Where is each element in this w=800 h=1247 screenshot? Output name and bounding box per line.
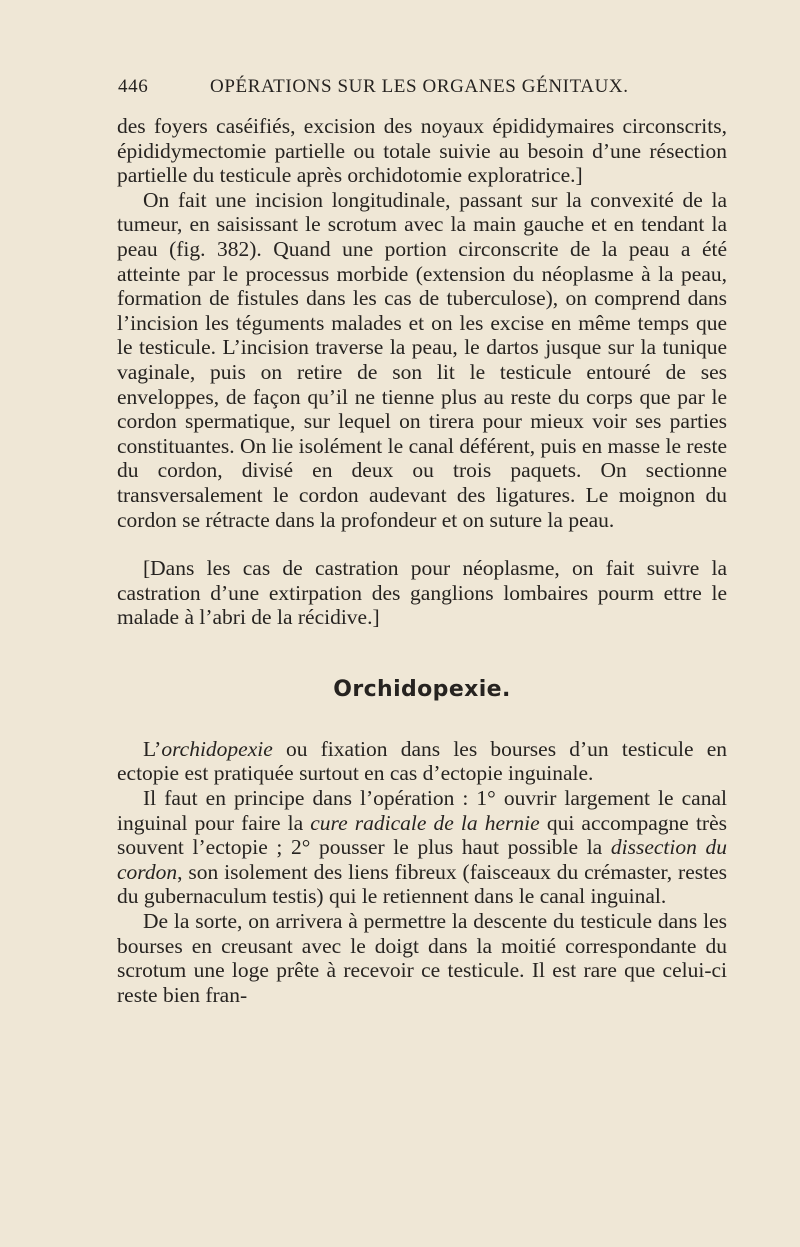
- body-text: [117, 114, 727, 1007]
- text-rest: ou fixation dans les bourses d’un testicule en ectopie est pratiquée surtout en cas d’ectopie inguinale.: [117, 736, 727, 786]
- paragraph-descent: De la sorte, on arrivera à permettre la descente du testicule dans les bourses en creusant avec le doigt dans la moitié correspondante du scrotum une loge prête à recevoir ce testicule. Il est rare que celui-ci reste bien fran-: [117, 909, 727, 1007]
- paragraph-incision: On fait une incision longitudinale, passant sur la convexité de la tumeur, en saisissant le scrotum avec la main gauche et en tendant la peau (fig. 382). Quand une portion circonscrite de la peau a été atteinte par le processus morbide (extension du néoplasme à la peau, formation de fistules dans les cas de tuberculose), on comprend dans l’incision les téguments malades et on les excise en même temps que le testicule. L’incision traverse la peau, le dartos jusque sur la tunique vaginale, puis on retire de son lit le testicule entouré de ses enveloppes, de façon qu’il ne tienne plus au reste du corps que par le cordon spermatique, sur lequel on tirera pour mieux voir ses parties constituantes. On lie isolément le canal déférent, puis en masse le reste du cordon, divisé en deux ou trois paquets. On sectionne transversalement le cordon audevant des ligatures. Le moignon du cordon se rétracte dans la profondeur et on suture la peau.: [117, 187, 727, 532]
- running-head: [118, 76, 728, 102]
- paragraph-orchidopexie-definition: [117, 737, 727, 786]
- running-title: OPÉRATIONS SUR LES ORGANES GÉNITAUX.: [210, 76, 629, 97]
- text-segment-b: qui accompagne très souvent l’ectopie ; 2° pousser le plus haut possible la: [117, 810, 728, 860]
- paragraph-neoplasm-note: [Dans les cas de castration pour néoplasme, on fait suivre la castration d’une extirpation des ganglions lombaires pourm ettre le malade à l’abri de la récidive.]: [117, 556, 727, 630]
- term-cure-radicale: cure radicale de la hernie: [310, 810, 540, 835]
- paragraph-continuation: des foyers caséifiés, excision des noyaux épididymaires circonscrits, épididymectomie partielle ou totale suivie au besoin d’une résection partielle du testicule après orchidotomie exploratrice.]: [117, 114, 727, 188]
- paragraph-principle: [117, 786, 727, 909]
- text-prefix: L’: [143, 736, 162, 761]
- page-number: 446: [118, 76, 149, 97]
- text-segment-c: , son isolement des liens fibreux (faisceaux du crémaster, restes du gubernaculum testis) qui le retiennent dans le canal inguinal.: [117, 859, 727, 909]
- term-orchidopexie: orchidopexie: [161, 736, 273, 761]
- section-title: Orchidopexie.: [333, 676, 511, 702]
- text-segment-a: Il faut en principe dans l’opération : 1° ouvrir largement le canal inguinal pour faire la: [117, 786, 727, 835]
- term-dissection-cordon: dissection du cordon: [117, 835, 727, 884]
